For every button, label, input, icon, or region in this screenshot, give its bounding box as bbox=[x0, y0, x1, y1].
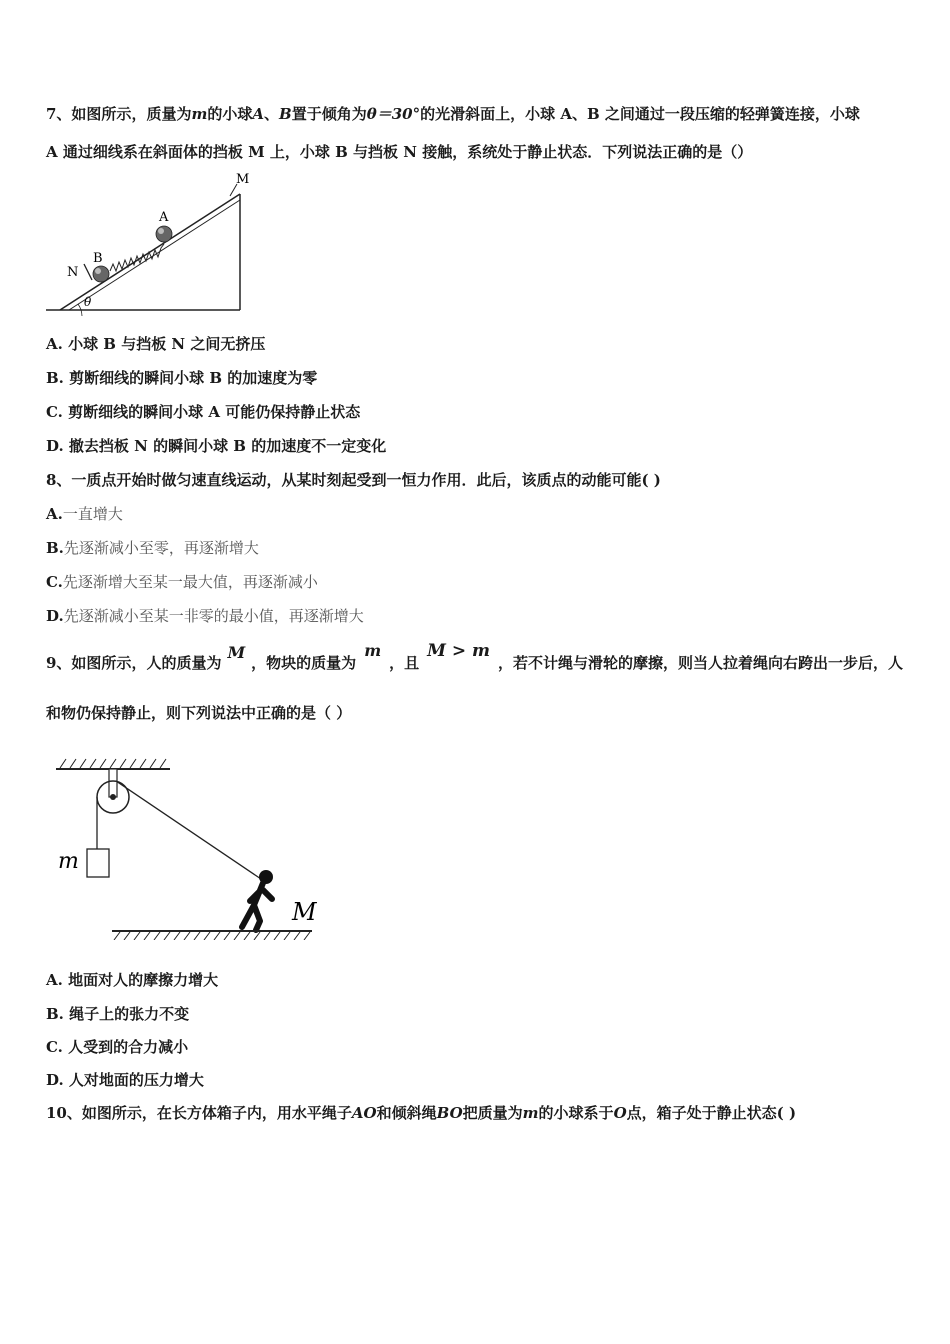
q10-stem: 10、如图所示，在长方体箱子内，用水平绳子AO和倾斜绳BO把质量为m的小球系于O点，箱子处于静止状态( ) bbox=[46, 1104, 797, 1122]
q8-option-d: D.先逐渐减小至某一非零的最小值，再逐渐增大 bbox=[46, 607, 364, 625]
svg-text:m: m bbox=[58, 849, 79, 874]
q8-option-a: A.一直增大 bbox=[46, 505, 123, 523]
q9-option-a: A. 地面对人的摩擦力增大 bbox=[46, 971, 219, 989]
q8-option-b: B.先逐渐减小至零，再逐渐增大 bbox=[46, 539, 259, 557]
svg-text:N: N bbox=[67, 265, 79, 280]
svg-text:M: M bbox=[292, 898, 317, 926]
q8-stem: 8、一质点开始时做匀速直线运动，从某时刻起受到一恒力作用．此后，该质点的动能可能( ) bbox=[46, 471, 661, 489]
svg-text:B: B bbox=[93, 251, 103, 266]
q7-stem-line1: 7、如图所示，质量为m的小球A、B置于倾角为θ＝30°的光滑斜面上，小球 A、B 之间通过一段压缩的轻弹簧连接，小球 bbox=[46, 105, 860, 123]
q7-stem-line2: A 通过细线系在斜面体的挡板 M 上，小球 B 与挡板 N 接触，系统处于静止状态．下列说法正确的是（） bbox=[46, 143, 753, 161]
q9-option-d: D. 人对地面的压力增大 bbox=[46, 1071, 204, 1089]
svg-text:θ: θ bbox=[84, 295, 92, 309]
q9-stem-line1: 9、如图所示，人的质量为M，物块的质量为m，且M > m，若不计绳与滑轮的摩擦，则当人拉着绳向右跨出一步后，人 bbox=[46, 641, 904, 672]
q7-incline-figure bbox=[40, 168, 255, 316]
q7-option-b: B. 剪断细线的瞬间小球 B 的加速度为零 bbox=[46, 369, 318, 387]
q9-option-b: B. 绳子上的张力不变 bbox=[46, 1005, 190, 1023]
q7-option-d: D. 撤去挡板 N 的瞬间小球 B 的加速度不一定变化 bbox=[46, 437, 387, 455]
svg-text:M: M bbox=[236, 172, 250, 187]
q9-pulley-figure bbox=[50, 755, 330, 940]
q9-option-c: C. 人受到的合力减小 bbox=[46, 1038, 189, 1056]
q7-option-a: A. 小球 B 与挡板 N 之间无挤压 bbox=[46, 335, 266, 353]
svg-text:A: A bbox=[159, 210, 169, 225]
q8-option-c: C.先逐渐增大至某一最大值，再逐渐减小 bbox=[46, 573, 318, 591]
q9-stem-line2: 和物仍保持静止，则下列说法中正确的是（ ） bbox=[46, 704, 352, 722]
q7-option-c: C. 剪断细线的瞬间小球 A 可能仍保持静止状态 bbox=[46, 403, 361, 421]
